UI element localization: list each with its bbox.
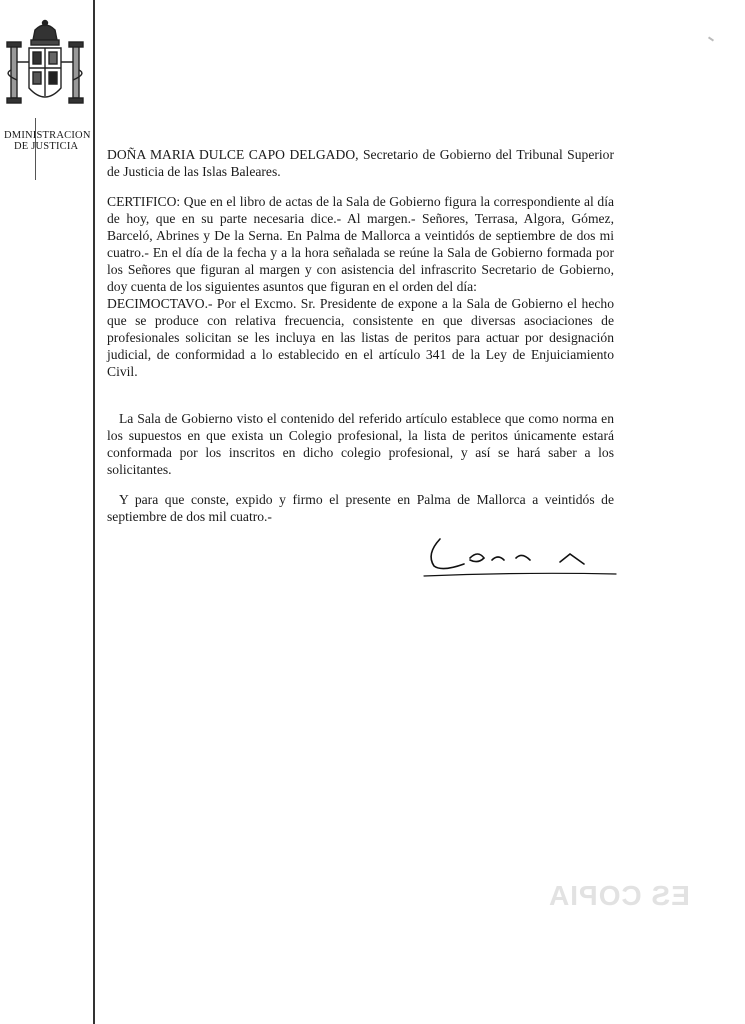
administration-label [4, 130, 91, 152]
certifico-paragraph: CERTIFICO: Que en el libro de actas de la Sala de Gobierno figura la correspondiente al día de hoy, que en su parte necesaria dice.- Al margen.- Señores, Terrasa, Algora, Gómez, Barceló, Abrines y De la Serna. En Palma de Mallorca a veintidós de septiembre de dos mi cuatro.- En el día de la fecha y a la hora señalada se reúne la Sala de Gobierno formada por los Señores que figuran al margen y con asistencia del infrascrito Secretario de Gobierno, doy cuenta de los siguientes asuntos que figuran en el orden del día: [107, 194, 614, 294]
es-copia-watermark: ES COPIA [548, 880, 690, 911]
resolution-paragraph: La Sala de Gobierno visto el contenido del referido artículo establece que como norma en los supuestos en que exista un Colegio profesional, la lista de peritos únicamente estará conformada por los inscritos en dicho colegio profesional, y así se hará saber a los solicitantes. [107, 411, 614, 477]
admin-line-2: DE JUSTICIA [14, 141, 79, 152]
page-margin-line [93, 0, 95, 1024]
certifico-block [107, 193, 614, 380]
scan-mark [708, 36, 714, 41]
coat-of-arms-icon [3, 18, 87, 118]
closing-paragraph: Y para que conste, expido y firmo el presente en Palma de Mallorca a veintidós de septiembre de dos mil cuatro.- [107, 492, 614, 524]
intro-paragraph: DOÑA MARIA DULCE CAPO DELGADO, Secretario de Gobierno del Tribunal Superior de Justicia de las Islas Baleares. [107, 147, 614, 179]
signature-icon [420, 524, 620, 584]
decimoctavo-paragraph: DECIMOCTAVO.- Por el Excmo. Sr. Presidente de expone a la Sala de Gobierno el hecho que se produce con relativa frecuencia, consistente en que diversas asociaciones de profesionales solicitan se les incluya en las listas de peritos para actuar por designación judicial, de conformidad a lo establecido en el artículo 341 de la Ley de Enjuiciamiento Civil. [107, 296, 614, 379]
admin-line-1: DMINISTRACION [4, 130, 91, 141]
